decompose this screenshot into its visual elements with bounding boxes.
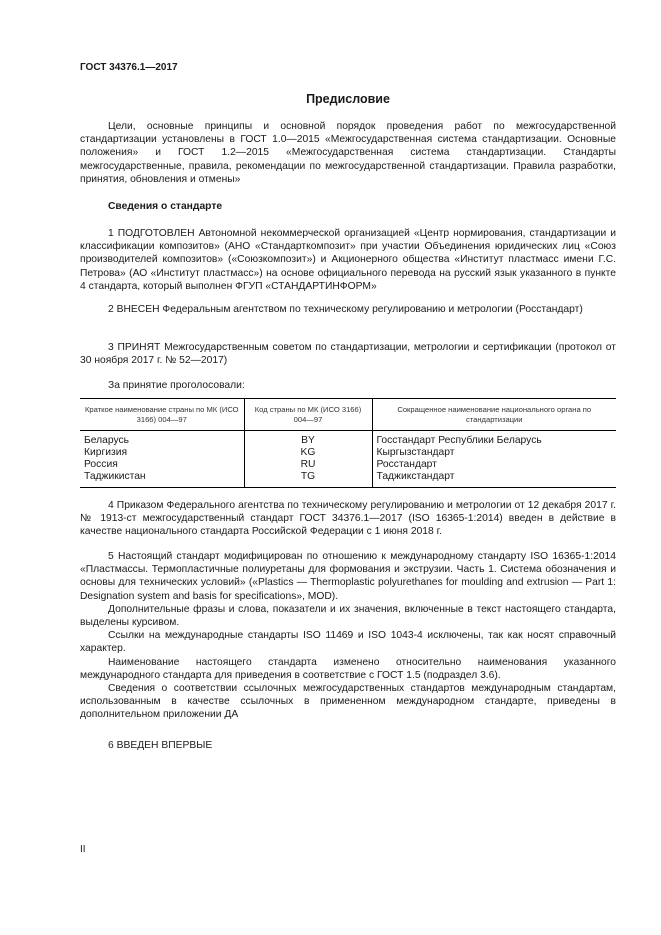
table-cell-body: Кыргызстандарт — [372, 447, 616, 459]
table-cell-code: RU — [244, 459, 372, 471]
table-header-row — [80, 399, 616, 431]
voting-table — [80, 398, 616, 488]
table-header-body: Сокращенное наименование национального органа по стандартизации — [372, 399, 616, 431]
item-5-paragraph: 5 Настоящий стандарт модифицирован по отношению к международному стандарту ISO 16365-1:2014 «Пластмассы. Термопластичные полиуретаны для формования и экструзии. Часть 1. Система обозначения и основы для технических условий» («Plastics — Thermoplastic polyurethanes for moulding and extrusion — Part 1: Designation system and basis for specifications», MOD). — [80, 551, 616, 602]
table-header-code: Код страны по МК (ИСО 3166) 004—97 — [244, 399, 372, 431]
info-heading: Сведения о стандарте — [108, 201, 223, 212]
item-5-block — [80, 550, 616, 722]
table-row — [80, 459, 616, 471]
item-5-paragraph-4: Наименование настоящего стандарта изменено относительно наименования указанного международного стандарта для приведения в соответствие с ГОСТ 1.5 (подраздел 3.6). — [80, 656, 616, 681]
intro-paragraph: Цели, основные принципы и основной порядок проведения работ по межгосударственной стандартизации установлены в ГОСТ 1.0—2015 «Межгосударственная система стандартизации. Основные положения» и ГОСТ 1.2—2015 «Межгосударственная система стандартизации. Стандарты межгосударственные, правила, рекомендации по межгосударственной стандартизации. Правила разработки, принятия, обновления и отмены» — [80, 121, 616, 185]
item-1-paragraph: 1 ПОДГОТОВЛЕН Автономной некоммерческой организацией «Центр нормирования, стандартизации и классификации композитов» (АНО «Стандарткомпозит» при участии Объединения юридических лиц «Союз производителей композитов» («Союзкомпозит») и Акционерного общества «Институт пластмасс имени Г.С. Петрова» (АО «Институт пластмасс») на основе официального перевода на русский язык указанного в пункте 4 стандарта, который выполнен ФГУП «СТАНДАРТИНФОРМ» — [80, 228, 616, 292]
intro-section — [80, 120, 616, 186]
table-cell-code: BY — [244, 431, 372, 448]
item-4-paragraph: 4 Приказом Федерального агентства по техническому регулированию и метрологии от 12 декабря 2017 г. № 1913-ст межгосударственный стандарт ГОСТ 34376.1—2017 (ISO 16365-1:2014) введен в действие в качестве национального стандарта Российской Федерации с 1 июня 2018 г. — [80, 500, 616, 538]
item-5-paragraph-3: Ссылки на международные стандарты ISO 11469 и ISO 1043-4 исключены, так как носят справочный характер. — [80, 630, 616, 655]
item-2-block — [80, 303, 616, 316]
info-heading-block — [80, 200, 616, 213]
item-2-paragraph: 2 ВНЕСЕН Федеральным агентством по техническому регулированию и метрологии (Росстандарт) — [108, 304, 583, 315]
table-header-country: Краткое наименование страны по МК (ИСО 3166) 004—97 — [80, 399, 244, 431]
table-cell-body: Росстандарт — [372, 459, 616, 471]
table-cell-body: Госстандарт Республики Беларусь — [372, 431, 616, 448]
table-cell-body: Таджикстандарт — [372, 471, 616, 488]
table-cell-country: Беларусь — [84, 435, 130, 446]
table-cell-code: TG — [244, 471, 372, 488]
item-5-paragraph-5: Сведения о соответствии ссылочных межгосударственных стандартов международным стандартам, использованным в качестве ссылочных в примененном международном стандарте, приведены в дополнительном приложении ДА — [80, 683, 616, 721]
item-3-paragraph: 3 ПРИНЯТ Межгосударственным советом по стандартизации, метрологии и сертификации (протокол от 30 ноября 2017 г. № 52—2017) — [80, 342, 616, 367]
item-3-block — [80, 341, 616, 367]
item-4-block — [80, 499, 616, 539]
table-row — [80, 431, 616, 448]
page-number: II — [80, 844, 86, 855]
document-id-header: ГОСТ 34376.1—2017 — [80, 62, 178, 73]
table-cell-country: Таджикистан — [84, 471, 146, 482]
voted-label: За принятие проголосовали: — [108, 380, 245, 391]
voted-label-block — [80, 379, 616, 392]
item-6-block — [80, 739, 616, 752]
table-cell-country: Россия — [84, 459, 118, 470]
item-5-paragraph-2: Дополнительные фразы и слова, показатели и их значения, включенные в текст настоящего стандарта, выделены курсивом. — [80, 603, 616, 629]
table-cell-country: Киргизия — [84, 447, 128, 458]
page-title: Предисловие — [306, 92, 390, 106]
table-row — [80, 471, 616, 488]
item-1-block — [80, 227, 616, 293]
table-row — [80, 447, 616, 459]
table-cell-code: KG — [244, 447, 372, 459]
item-6-paragraph: 6 ВВЕДЕН ВПЕРВЫЕ — [108, 740, 213, 751]
